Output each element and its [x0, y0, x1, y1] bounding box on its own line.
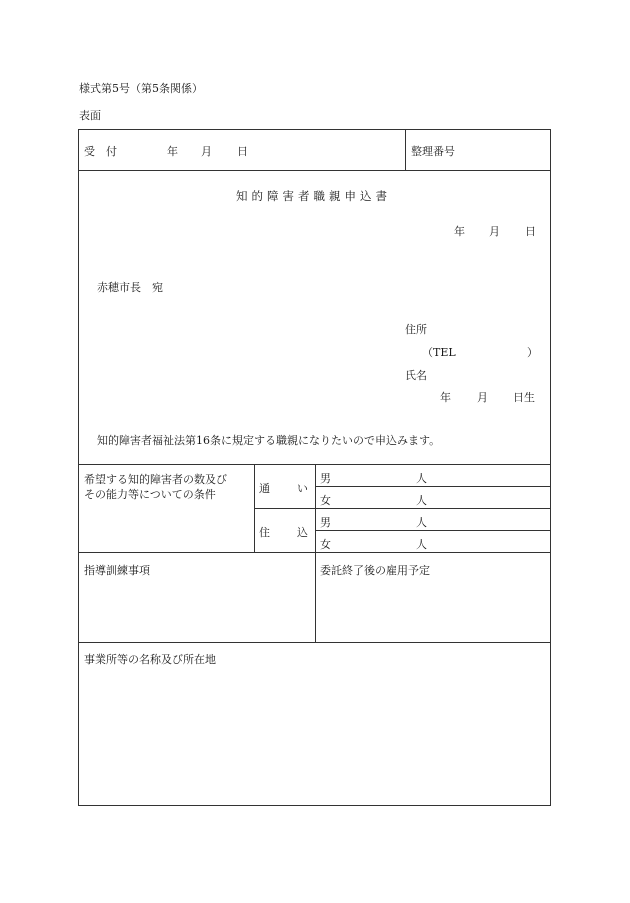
- rule-commute-male: [315, 486, 550, 487]
- date-year: 年: [454, 225, 465, 238]
- receipt-year: 年: [167, 145, 178, 158]
- date-month: 月: [489, 225, 500, 238]
- receipt-label: 受 付: [84, 145, 117, 158]
- livein-female-persons: 人: [416, 538, 427, 551]
- commute-label-a: 通: [259, 482, 270, 495]
- tel-open: （TEL: [422, 346, 456, 359]
- address-label: 住所: [405, 323, 427, 336]
- rule-guidance-bottom: [79, 642, 550, 643]
- reference-number-label: 整理番号: [411, 145, 455, 158]
- commute-female-persons: 人: [416, 494, 427, 507]
- birth-year: 年: [440, 391, 451, 404]
- form-number: 様式第5号（第5条関係）: [79, 82, 203, 95]
- birth-month: 月: [477, 391, 488, 404]
- form-title: 知的障害者職親申込書: [236, 189, 391, 203]
- rule-livein-male: [315, 530, 550, 531]
- livein-male-label: 男: [320, 516, 331, 529]
- rule-receipt-bottom: [79, 170, 550, 171]
- livein-female-label: 女: [320, 538, 331, 551]
- commute-male-persons: 人: [416, 472, 427, 485]
- date-day: 日: [525, 225, 536, 238]
- receipt-month: 月: [201, 145, 212, 158]
- birth-day: 日生: [513, 391, 535, 404]
- tel-close: ）: [527, 346, 538, 359]
- commute-label-b: い: [297, 482, 308, 495]
- receipt-day: 日: [237, 145, 248, 158]
- commute-male-label: 男: [320, 472, 331, 485]
- employment-plan-label: 委託終了後の雇用予定: [320, 564, 430, 577]
- livein-male-persons: 人: [416, 516, 427, 529]
- livein-label-b: 込: [297, 526, 308, 539]
- name-label: 氏名: [405, 369, 427, 382]
- business-name-address-label: 事業所等の名称及び所在地: [84, 653, 216, 666]
- rule-conditions-divider: [254, 464, 255, 552]
- livein-label-a: 住: [259, 526, 270, 539]
- rule-gender-divider: [315, 464, 316, 642]
- conditions-label-line1: 希望する知的障害者の数及び: [84, 473, 227, 486]
- application-statement: 知的障害者福祉法第16条に規定する職親になりたいので申込みます。: [97, 434, 441, 447]
- rule-commute-bottom: [254, 508, 550, 509]
- application-form: [78, 129, 551, 806]
- training-items-label: 指導訓練事項: [84, 564, 150, 577]
- form-side-label: 表面: [79, 109, 101, 122]
- addressee: 赤穂市長 宛: [97, 281, 163, 294]
- conditions-label-line2: その能力等についての条件: [84, 488, 216, 501]
- commute-female-label: 女: [320, 494, 331, 507]
- rule-receipt-divider: [405, 130, 406, 170]
